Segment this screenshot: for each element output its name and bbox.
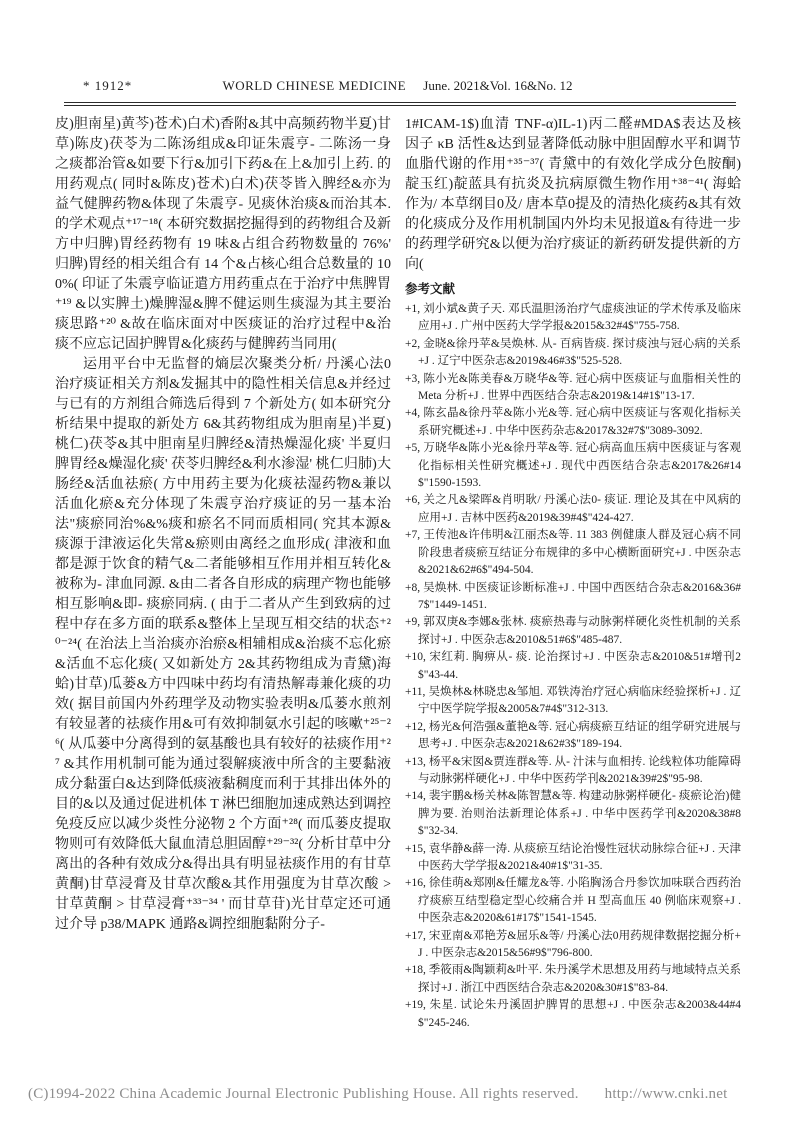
reference-item: +4, 陈玄晶&徐丹苹&陈小光&等. 冠心病中医痰证与客观化指标关系研究概述+J . 中华中医药杂志&2017&32#7$"3089-3092.: [405, 407, 741, 437]
reference-item: +18, 季筱雨&陶颖莉&叶平. 朱丹溪学术思想及用药与地域特点关系探讨+J . 浙江中西医结合杂志&2020&30#1$"83-84.: [405, 964, 741, 994]
reference-item: +17, 宋亚南&邓艳芳&屈乐&等/ 丹溪心法0用药规律数据挖掘分析+J . 中医杂志&2015&56#9$"796-800.: [405, 929, 741, 960]
reference-item: +15, 袁华静&薛一涛. 从痰瘀互结论治慢性冠状动脉综合征+J . 天津中医药大学学报&2021&40#1$"31-35.: [405, 842, 741, 872]
body-paragraph-continuation: 1#ICAM-1$)血清 TNF-α)IL-1)丙二醛#MDA$表达及核因子 κB 活性&达到显著降低动脉中胆固醇水平和调节血脂代谢的作用⁺³⁵⁻³⁷( 青黛中的有效化学成分色胺酮)靛玉红)靛蓝具有抗炎及抗病原微生物作用⁺³⁸⁻⁴¹( 海蛤作为/ 本草纲目0及/ 唐本草0提及的清热化痰药&其有效的化痰成分及作用机制国内外均未见报道&有待进一步的药理学研究&以便为治疗痰证的新药研发提供新的方向(: [405, 117, 741, 272]
reference-item: +11, 吴焕林&林晓忠&邹旭. 邓铁涛治疗冠心病临床经验探析+J . 辽宁中医学院学报&2005&7#4$"312-313.: [405, 685, 741, 716]
page-header: [55, 78, 740, 98]
reference-item: +8, 吴焕林. 中医痰证诊断标准+J . 中国中西医结合杂志&2016&36#7$"1449-1451.: [405, 581, 741, 611]
reference-item: +19, 朱星. 试论朱丹溪固护脾胃的思想+J . 中医杂志&2003&44#4$"245-246.: [405, 999, 741, 1029]
cnki-url: http://www.cnki.net: [604, 1086, 728, 1102]
reference-item: +6, 关之凡&梁晖&肖明耿/ 丹溪心法0- 痰证. 理论及其在中风病的应用+J . 吉林中医药&2019&39#4$"424-427.: [405, 494, 741, 524]
header-divider: [64, 102, 736, 106]
reference-item: +13, 杨平&宋囡&贾连群&等. 从- 汁沫与血相抟. 论线粒体功能障碍与动脉粥样硬化+J . 中华中医药学刊&2021&39#2$"95-98.: [405, 755, 741, 785]
right-column: [405, 115, 741, 1032]
left-column: [55, 115, 391, 935]
issue-info: June. 2021&Vol. 16&No. 12: [423, 78, 573, 93]
two-column-body: [55, 115, 742, 1032]
reference-item: +9, 郭双庚&李娜&张林. 痰瘀热毒与动脉粥样硬化炎性机制的关系探讨+J . 中医杂志&2010&51#6$"485-487.: [405, 616, 741, 646]
references-list: [405, 301, 741, 1032]
reference-item: +5, 万晓华&陈小光&徐丹苹&等. 冠心病高血压病中医痰证与客观化指标相关性研究概述+J . 现代中西医结合杂志&2017&26#14$"1590-1593.: [405, 442, 741, 490]
reference-item: +10, 宋红莉. 胸痹从- 痰. 论治探讨+J . 中医杂志&2010&51#增刊2$"43-44.: [405, 651, 741, 681]
reference-item: +2, 金晓&徐丹苹&吴焕林. 从- 百病皆痰. 探讨痰浊与冠心病的关系+J . 辽宁中医杂志&2019&46#3$"525-528.: [405, 337, 741, 368]
reference-item: +7, 王传池&许伟明&江丽杰&等. 11 383 例健康人群及冠心病不同阶段患者痰瘀互结证分布规律的多中心横断面研究+J . 中医杂志&2021&62#6$"494-504.: [405, 529, 741, 577]
reference-item: +12, 杨光&何浩强&董艳&等. 冠心病痰瘀互结证的组学研究进展与思考+J . 中医杂志&2021&62#3$"189-194.: [405, 720, 741, 751]
reference-item: +16, 徐佳萌&郑刚&任耀龙&等. 小陷胸汤合丹参饮加味联合西药治疗痰瘀互结型稳定型心绞痛合并 H 型高血压 40 例临床观察+J . 中医杂志&2020&61#17$"1541-1545.: [405, 877, 741, 925]
reference-item: +14, 裴宇鹏&杨关林&陈智慧&等. 构建动脉粥样硬化- 痰瘀论治)健脾为要. 治则治法新理论体系+J . 中华中医药学刊&2020&38#8$"32-34.: [405, 790, 741, 838]
reference-item: +3, 陈小光&陈美春&万晓华&等. 冠心病中医痰证与血脂相关性的 Meta 分析+J . 世界中西医结合杂志&2019&14#1$"13-17.: [405, 372, 741, 403]
copyright-notice: (C)1994-2022 China Academic Journal Electronic Publishing House. All rights reserved.: [28, 1086, 579, 1102]
body-paragraph-continuation: 皮)胆南星)黄芩)苍术)白术)香附&其中高频药物半夏)甘草)陈皮)茯苓为二陈汤组成&印证朱震亨- 二陈汤一身之痰都治管&如要下行&加引下药&在上&加引上药. 的用药观点( 同时&陈皮)苍术)白术)茯苓皆入脾经&亦为益气健脾药物&体现了朱震亨- 见痰休治痰&而治其本. 的学术观点⁺¹⁷⁻¹⁸( 本研究数据挖掘得到的药物组合及新方中归脾)胃经药物有 19 味&占组合药物数量的 76%' 归脾)胃经的相关组合有 14 个&占核心组合总数量的 100%( 印证了朱震亨临证遣方用药重点在于治疗中焦脾胃⁺¹⁹ &以实脾土)燥脾湿&脾不健运则生痰湿为其主要治痰思路⁺²⁰ &故在临床面对中医痰证的治疗过程中&治痰不应忘记固护脾胃&化痰药与健脾药当同用(: [55, 117, 391, 352]
running-head: [55, 78, 740, 94]
page-number: * 1912*: [83, 78, 133, 93]
body-paragraph: 运用平台中无监督的熵层次聚类分析/ 丹溪心法0治疗痰证相关方剂&发掘其中的隐性相关信息&并经过与已有的方剂组合筛选后得到 7 个新处方( 如本研究分析结果中提取的新处方 6&其药物组成为胆南星)半夏)桃仁)茯苓&其中胆南星归脾经&清热燥湿化痰' 半夏归脾胃经&燥湿化痰' 茯苓归脾经&利水渗湿' 桃仁归肺)大肠经&活血祛瘀( 方中用药主要为化痰祛湿药物&兼以活血化瘀&充分体现了朱震亨治疗痰证的另一基本治法"痰瘀同治%&%痰和瘀名不同而质相同( 究其本源&痰源于津液运化失常&瘀则由离经之血形成( 津液和血都是源于饮食的精气&二者能够相互作用并相互转化&被称为- 津血同源. &由二者各自形成的病理产物也能够相互影响&即- 痰瘀同病. ( 由于二者从产生到致病的过程中存在多方面的联系&整体上呈现互相交结的状态⁺²⁰⁻²⁴( 在治法上当治痰亦治瘀&相辅相成&治痰不忘化瘀&活血不忘化痰( 又如新处方 2&其药物组成为青黛)海蛤)甘草)瓜蒌&方中四味中药均有清热解毒兼化痰的功效( 据目前国内外药理学及动物实验表明&瓜蒌水煎剂有较显著的祛痰作用&可有效抑制氨水引起的咳嗽⁺²⁵⁻²⁶( 从瓜蒌中分离得到的氨基酸也具有较好的祛痰作用⁺²⁷ &其作用机制可能为通过裂解痰液中所含的主要黏液成分黏蛋白&达到降低痰液黏稠度而利于其排出体外的目的&以及通过促进机体 T 淋巴细胞加速成熟达到调控免疫反应以减少炎性分泌物 2 个方面⁺²⁸( 而瓜蒌皮提取物则可有效降低大鼠血清总胆固醇⁺²⁹⁻³²( 分析甘草中分离出的各种有效成分&得出具有明显祛痰作用的有甘草黄酮)甘草浸膏及甘草次酸&其作用强度为甘草次酸 > 甘草黄酮 > 甘草浸膏⁺³³⁻³⁴ ' 而甘草苷)光甘草定还可通过介导 p38/MAPK 通路&调控细胞黏附分子-: [55, 357, 391, 932]
references-heading: 参考文献: [405, 282, 456, 296]
journal-title: WORLD CHINESE MEDICINE: [222, 78, 407, 93]
page-footer: [28, 1086, 773, 1103]
reference-item: +1, 刘小斌&黄子天. 邓氏温胆汤治疗气虚痰浊证的学术传承及临床应用+J . 广州中医药大学学报&2015&32#4$"755-758.: [405, 303, 741, 333]
